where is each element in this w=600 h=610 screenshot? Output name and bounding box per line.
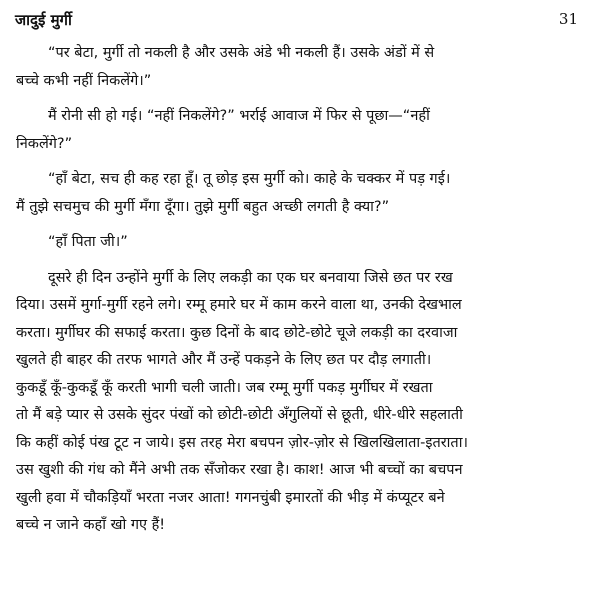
text-line: करता। मुर्गीघर की सफाई करता। कुछ दिनों के बाद छोटे-छोटे चूजे लकड़ी का दरवाजा <box>16 324 458 341</box>
chapter-title: जादुई मुर्गी <box>15 11 72 29</box>
text-line: कि कहीं कोई पंख टूट न जाये। इस तरह मेरा बचपन ज़ोर-ज़ोर से खिलखिलाता-इतराता। <box>16 434 468 451</box>
paragraph <box>16 229 582 257</box>
page-number: 31 <box>558 10 578 28</box>
page-body <box>16 40 582 548</box>
page-header <box>0 0 600 30</box>
text-line: बच्चे न जाने कहाँ खो गए हैं! <box>16 517 166 533</box>
text-line: मैं तुझे सचमुच की मुर्गी मँगा दूँगा। तुझे मुर्गी बहुत अच्छी लगती है क्या?” <box>16 198 390 215</box>
text-line: “पर बेटा, मुर्गी तो नकली है और उसके अंडे भी नकली हैं। उसके अंडों में से <box>48 45 435 61</box>
text-line: दूसरे ही दिन उन्होंने मुर्गी के लिए लकड़ी का एक घर बनवाया जिसे छत पर रख <box>48 269 453 286</box>
paragraph <box>16 40 582 95</box>
text-line: निकलेंगे?” <box>16 135 73 152</box>
text-line: कुकडूँ कूँ-कुकडूँ कूँ करती भागी चली जाती। जब रम्मू मुर्गी पकड़ मुर्गीघर में रखता <box>16 379 433 396</box>
paragraph <box>16 166 582 221</box>
text-line: मैं रोनी सी हो गई। “नहीं निकलेंगे?” भर्राई आवाज में फिर से पूछा—“नहीं <box>48 108 430 124</box>
text-line: बच्चे कभी नहीं निकलेंगे।” <box>16 72 152 89</box>
text-line: दिया। उसमें मुर्गा-मुर्गी रहने लगे। रम्मू हमारे घर में काम करने वाला था, उनकी देखभाल <box>16 297 462 313</box>
text-line: “हाँ पिता जी।” <box>48 234 128 250</box>
text-line: उस खुशी की गंध को मैंने अभी तक सँजोकर रखा है। काश! आज भी बच्चों का बचपन <box>16 462 463 478</box>
text-line: “हाँ बेटा, सच ही कह रहा हूँ। तू छोड़ इस मुर्गी को। काहे के चक्कर में पड़ गई। <box>48 171 451 187</box>
text-line: खुली हवा में चौकड़ियाँ भरता नजर आता! गगनचुंबी इमारतों की भीड़ में कंप्यूटर बने <box>16 489 445 506</box>
text-line: तो मैं बड़े प्यार से उसके सुंदर पंखों को छोटी-छोटी अँगुलियों से छूती, धीरे-धीरे सहलाती <box>16 407 463 423</box>
paragraph <box>16 265 582 540</box>
paragraph <box>16 103 582 158</box>
text-line: खुलते ही बाहर की तरफ भागते और मैं उन्हें पकड़ने के लिए छत पर दौड़ लगाती। <box>16 352 432 368</box>
